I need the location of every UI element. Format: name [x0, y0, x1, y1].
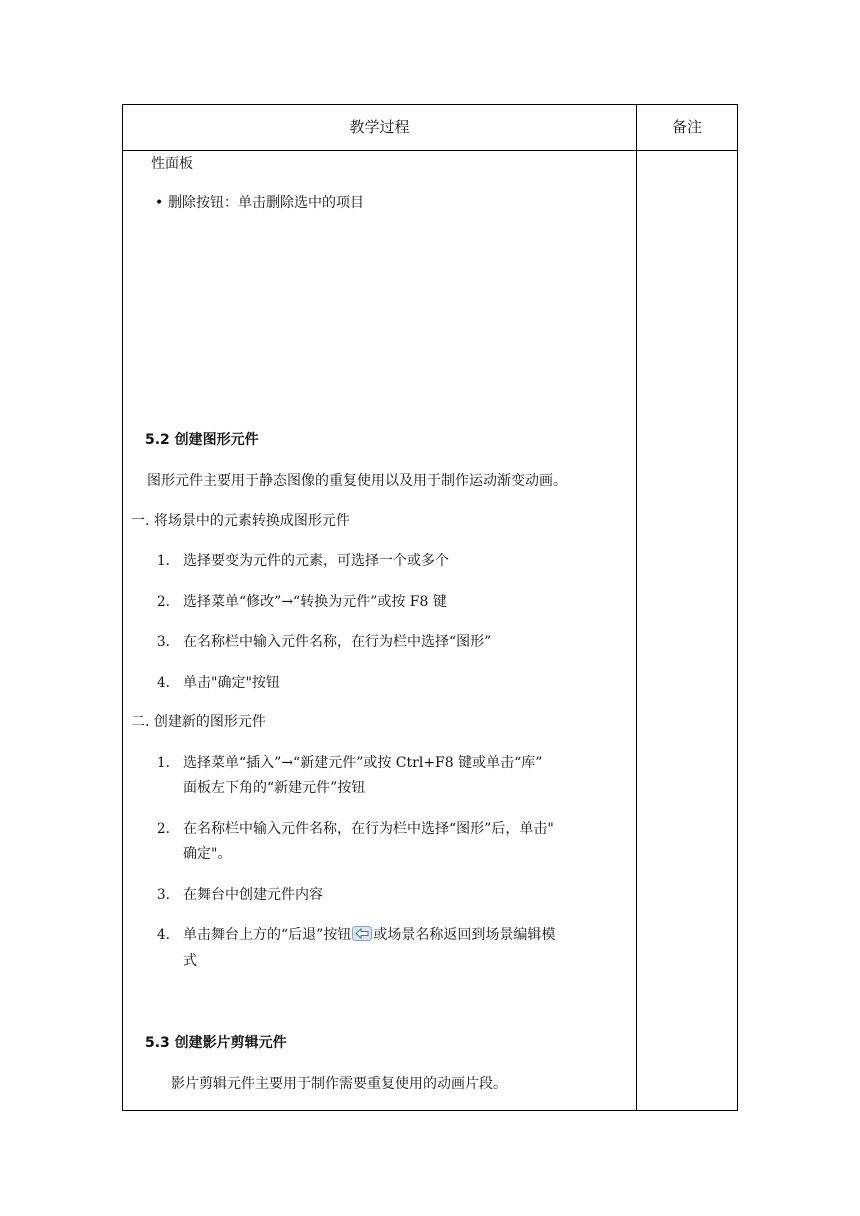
- step-text: 在舞台中创建元件内容: [183, 887, 323, 903]
- step-text: 在名称栏中输入元件名称，在行为栏中选择“图形”后，单击": [183, 821, 554, 837]
- step-number: 3.: [157, 634, 170, 650]
- part-one-title: 一. 将场景中的元素转换成图形元件: [131, 513, 350, 529]
- header-teaching-process: 教学过程: [349, 118, 410, 136]
- step-text-after-icon: 或场景名称返回到场景编辑模: [373, 927, 556, 943]
- step-text-continued: 面板左下角的“新建元件”按钮: [183, 780, 366, 796]
- step-text: 选择菜单“修改”→“转换为元件”或按 F8 键: [183, 594, 447, 610]
- header-divider: [123, 150, 737, 151]
- header-notes: 备注: [671, 118, 702, 136]
- bullet-mark: •: [155, 195, 164, 211]
- step-text-continued: 式: [183, 953, 197, 969]
- step-text-before-icon: 单击舞台上方的“后退”按钮: [183, 927, 352, 943]
- step-number: 3.: [157, 887, 170, 903]
- step-number: 4.: [157, 675, 170, 691]
- bullet-text-delete-button: 删除按钮：单击删除选中的项目: [168, 195, 364, 211]
- step-number: 1.: [157, 755, 170, 771]
- step-text: [183, 923, 555, 947]
- section-5-3-title: 5.3 创建影片剪辑元件: [145, 1035, 287, 1051]
- step-text: 选择菜单“插入”→“新建元件”或按 Ctrl+F8 键或单击“库”: [183, 755, 543, 771]
- step-number: 2.: [157, 821, 170, 837]
- step-text: 单击"确定"按钮: [183, 675, 280, 691]
- continued-text: 性面板: [151, 156, 193, 172]
- step-text: 在名称栏中输入元件名称，在行为栏中选择“图形”: [183, 634, 492, 650]
- step-text: 选择要变为元件的元素，可选择一个或多个: [183, 553, 449, 569]
- column-divider: [636, 105, 637, 1110]
- section-5-2-title: 5.2 创建图形元件: [145, 432, 259, 448]
- step-number: 2.: [157, 594, 170, 610]
- back-arrow-icon: [352, 925, 372, 940]
- step-number: 1.: [157, 553, 170, 569]
- section-5-2-intro: 图形元件主要用于静态图像的重复使用以及用于制作运动渐变动画。: [147, 473, 567, 489]
- step-number: 4.: [157, 927, 170, 943]
- section-5-3-intro: 影片剪辑元件主要用于制作需要重复使用的动画片段。: [171, 1076, 507, 1092]
- step-text-continued: 确定"。: [183, 846, 232, 862]
- part-two-title: 二. 创建新的图形元件: [131, 714, 266, 730]
